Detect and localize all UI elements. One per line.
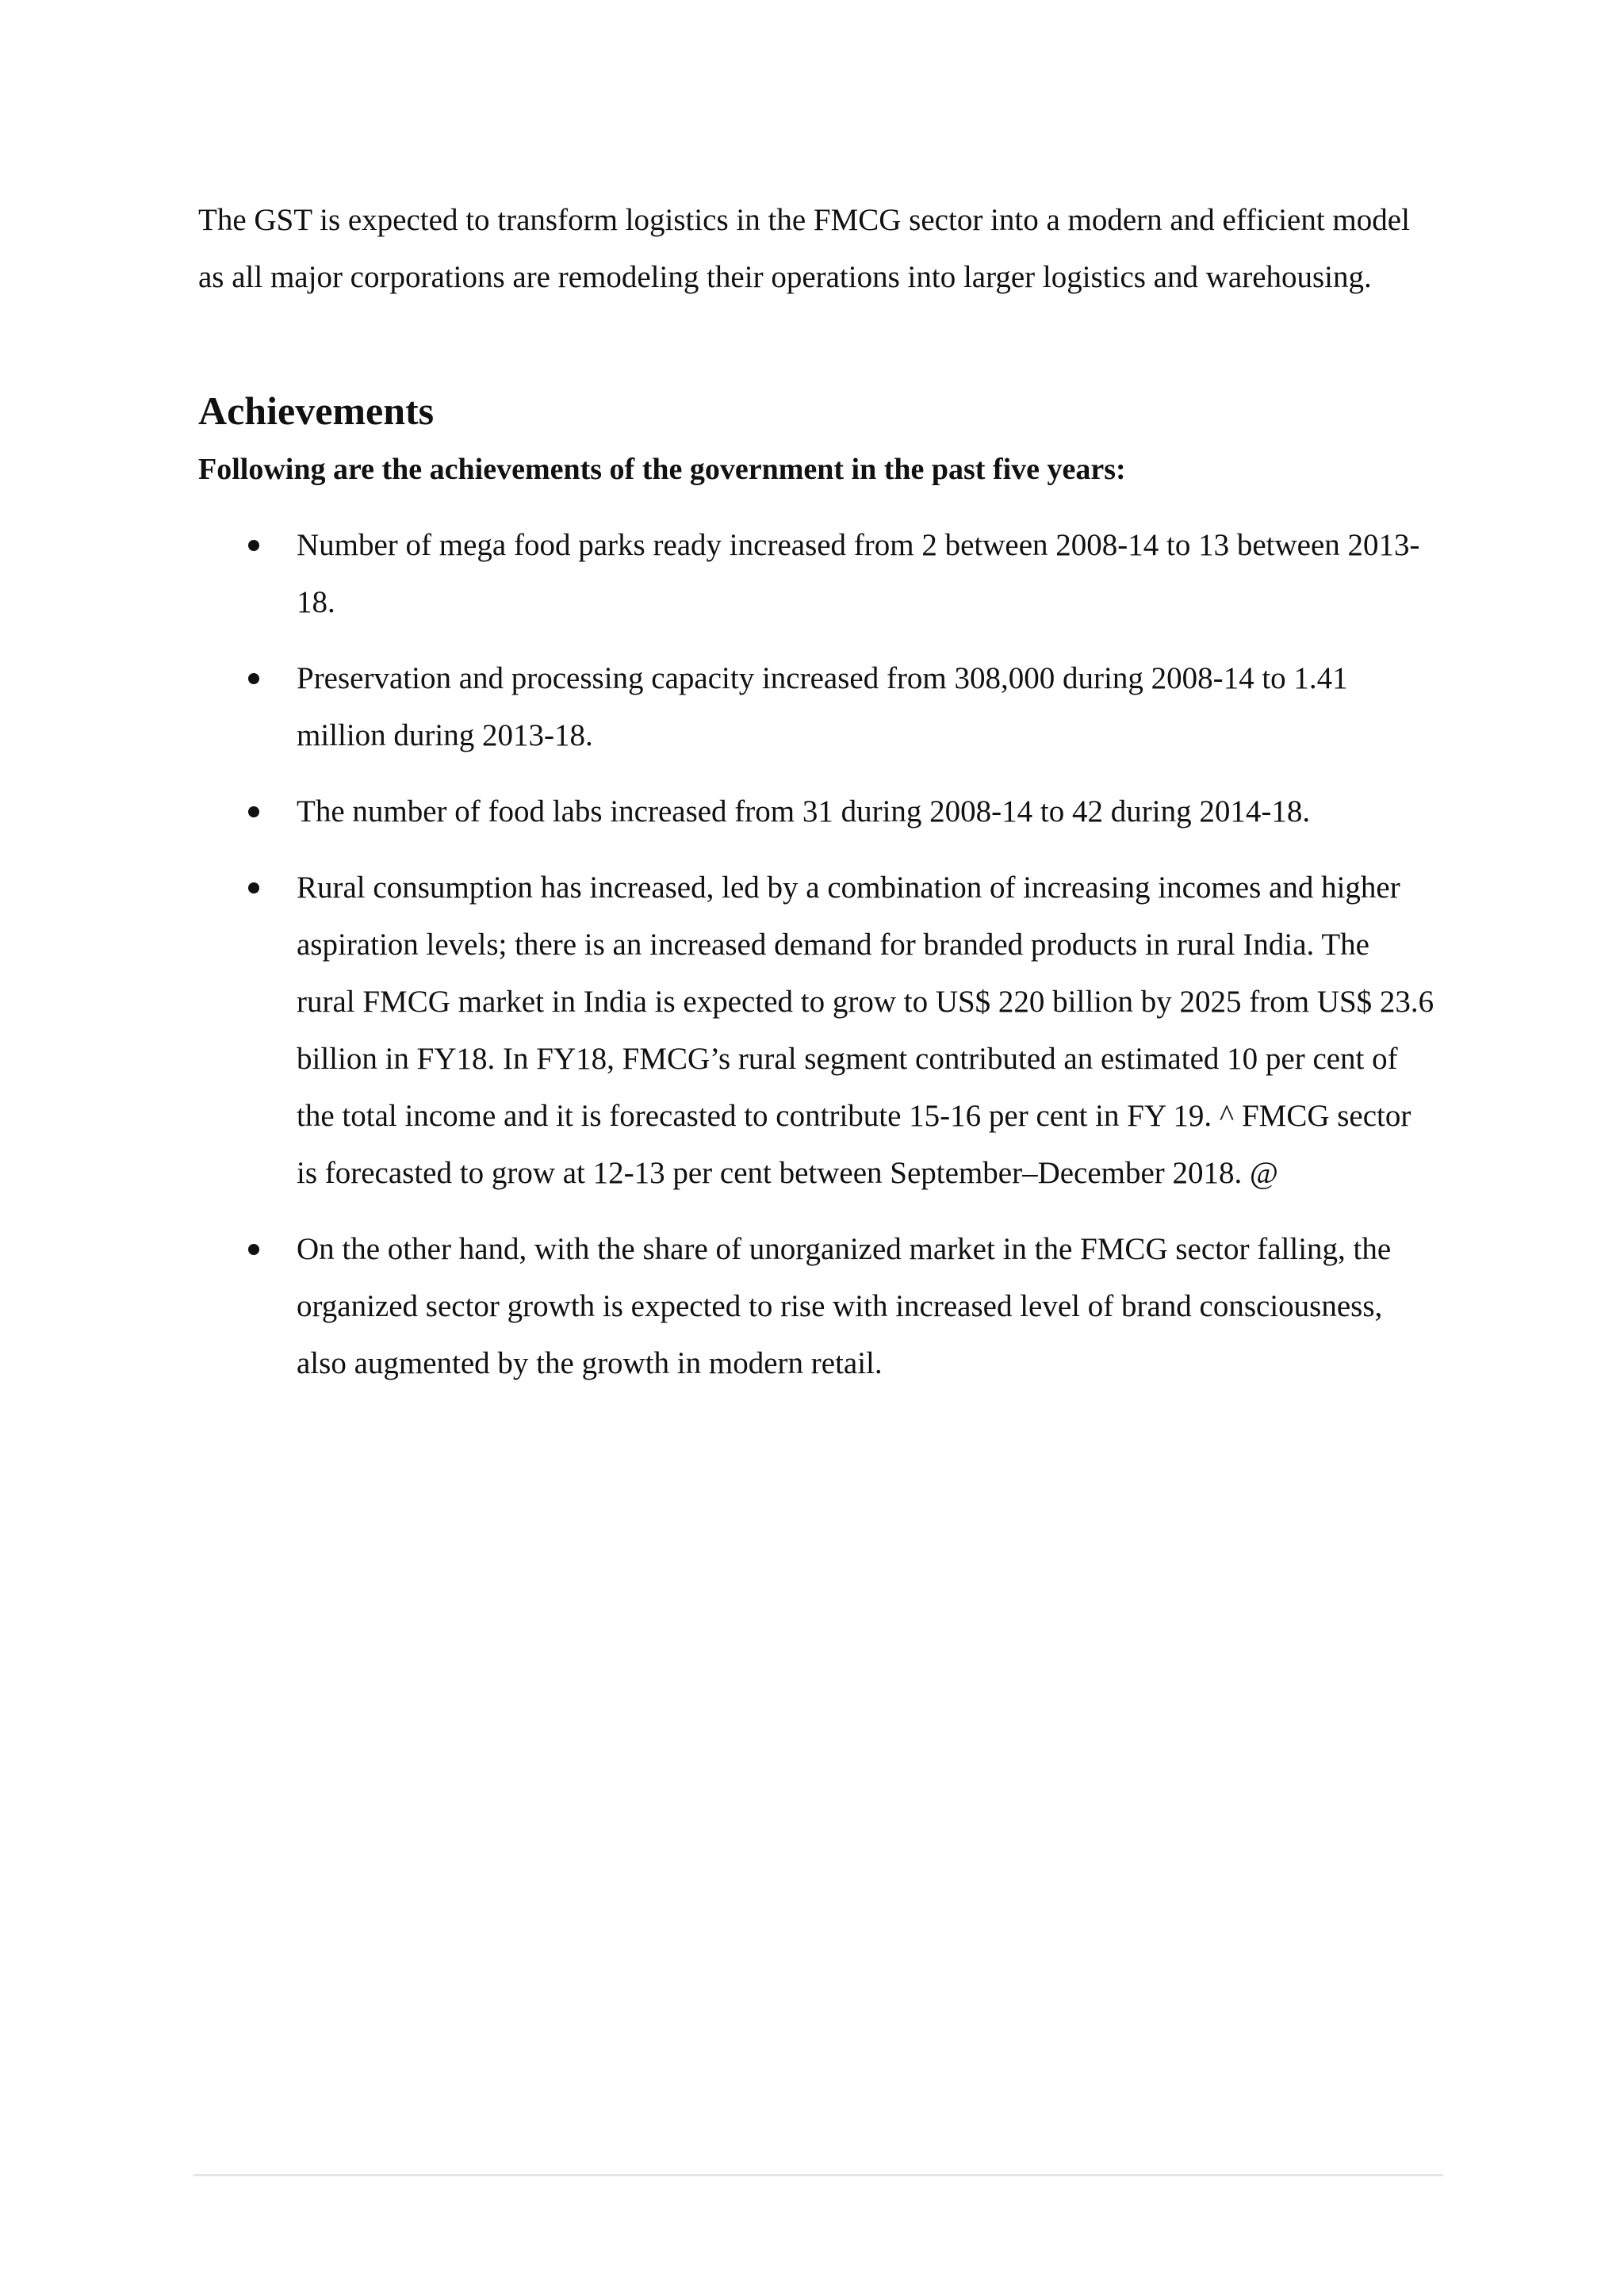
bullet-icon [248, 1244, 259, 1255]
achievements-list [198, 517, 1435, 1411]
section-subheading: Following are the achievements of the government in the past five years: [198, 453, 1126, 486]
footer-divider [193, 2174, 1443, 2176]
list-item [198, 1221, 1435, 1392]
bullet-icon [248, 806, 259, 817]
list-item-text: Number of mega food parks ready increased from 2 between 2008-14 to 13 between 2013-18. [297, 528, 1420, 619]
list-item [198, 517, 1435, 631]
list-item-text: On the other hand, with the share of unorganized market in the FMCG sector falling, the organized sector growth is expected to rise with increased level of brand consciousness, also augmented by the growth in modern retail. [297, 1232, 1392, 1380]
list-item-text: Preservation and processing capacity increased from 308,000 during 2008-14 to 1.41 million during 2013-18. [297, 661, 1348, 752]
bullet-icon [248, 540, 259, 551]
list-item-text: The number of food labs increased from 31 during 2008-14 to 42 during 2014-18. [297, 794, 1311, 828]
list-item-text: Rural consumption has increased, led by a combination of increasing incomes and higher aspiration levels; there is an increased demand for branded products in rural India. The rural FMCG market in India is expected to grow to US$ 220 billion by 2025 from US$ 23.6 billion in FY18. In FY18, FMCG’s rural segment contributed an estimated 10 per cent of the total income and it is forecasted to contribute 15-16 per cent in FY 19. ^ FMCG sector is forecasted to grow at 12-13 per cent between September–December 2018. @ [297, 871, 1434, 1190]
section-heading: Achievements [198, 388, 435, 433]
list-item [198, 650, 1435, 764]
bullet-icon [248, 882, 259, 894]
list-item [198, 859, 1435, 1202]
bullet-icon [248, 673, 259, 684]
intro-paragraph: The GST is expected to transform logistics in the FMCG sector into a modern and efficient model as all major corporations are remodeling their operations into larger logistics and warehousing. [198, 203, 1410, 294]
list-item [198, 783, 1435, 840]
